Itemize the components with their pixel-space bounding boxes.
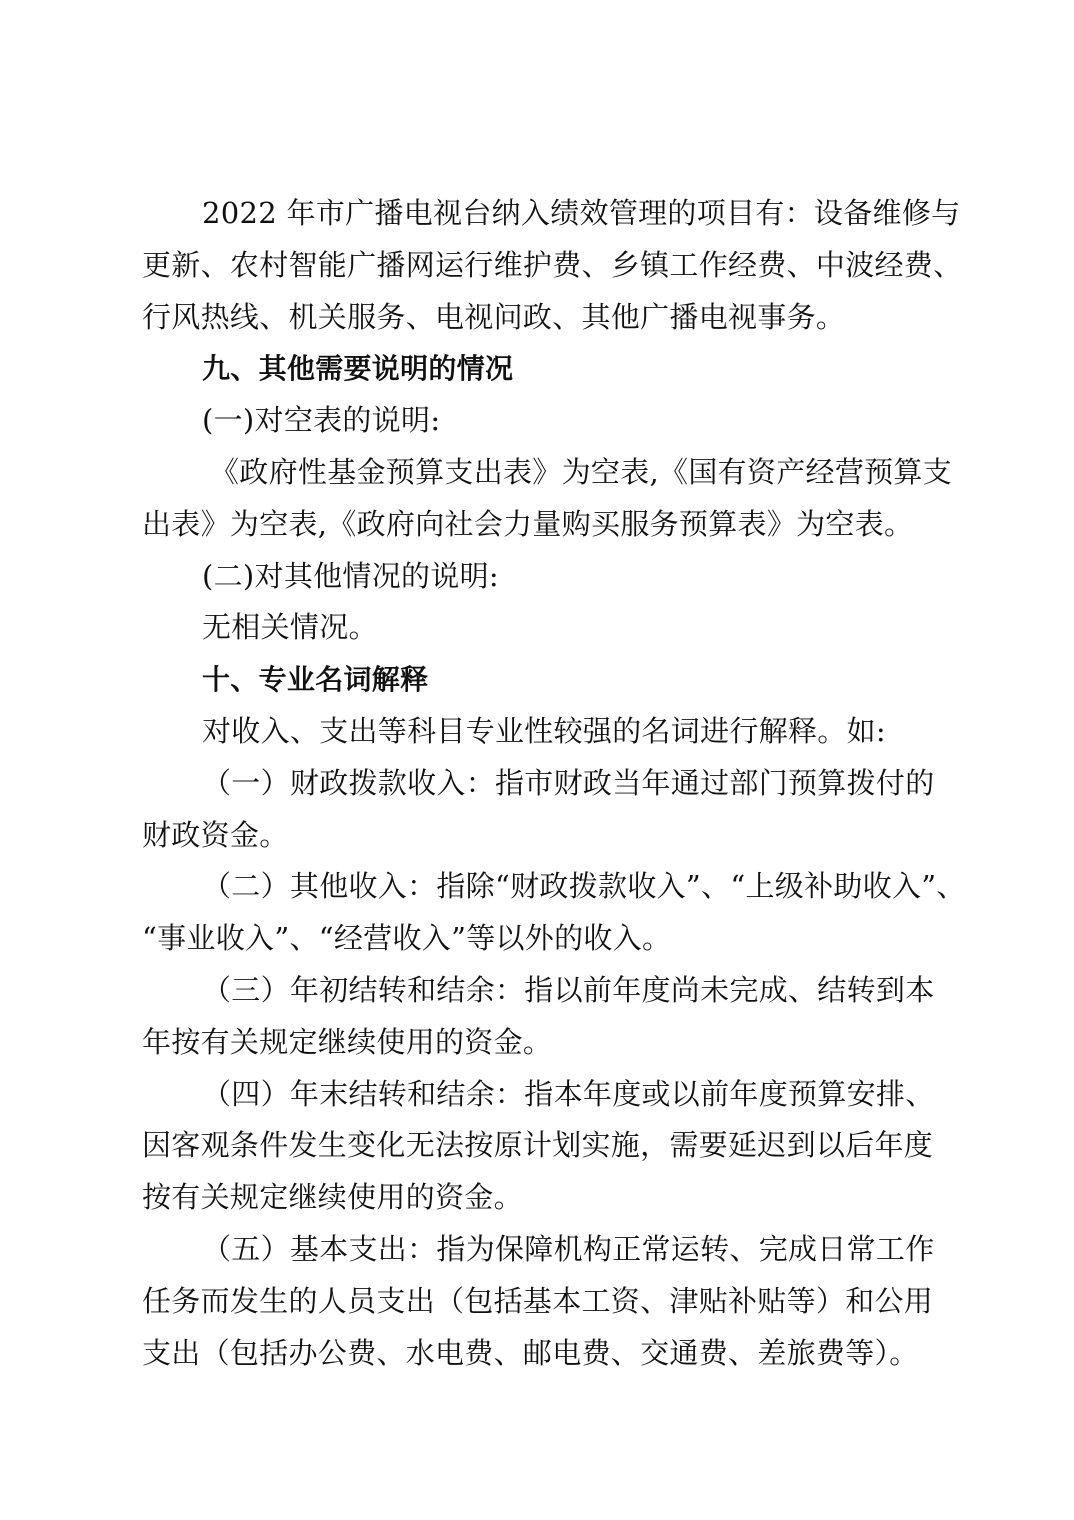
section-heading-9: 九、其他需要说明的情况 <box>202 352 514 386</box>
text-line: “事业收入”、“经营收入”等以外的收入。 <box>142 921 672 956</box>
text-line: 因客观条件发生变化无法按原计划实施，需要延迟到以后年度 <box>142 1128 934 1163</box>
text-line: 《政府性基金预算支出表》为空表,《国有资产经营预算支 <box>210 454 953 489</box>
text-line: 财政资金。 <box>142 817 289 852</box>
text-line: （三）年初结转和结余：指以前年度尚未完成、结转到本 <box>202 972 935 1007</box>
text-line: （二）其他收入：指除“财政拨款收入”、“上级补助收入”、 <box>202 869 966 904</box>
text-line: 年按有关规定继续使用的资金。 <box>142 1024 553 1059</box>
text-line: （一）财政拨款收入：指市财政当年通过部门预算拨付的 <box>202 765 935 800</box>
text-line: 支出（包括办公费、水电费、邮电费、交通费、差旅费等）。 <box>142 1335 919 1370</box>
text-line: 无相关情况。 <box>202 610 378 645</box>
text-line: 出表》为空表,《政府向社会力量购买服务预算表》为空表。 <box>142 506 914 541</box>
text-line: 更新、农村智能广播网运行维护费、乡镇工作经费、中波经费、 <box>142 247 963 282</box>
text-line: （四）年末结转和结余：指本年度或以前年度预算安排、 <box>202 1076 935 1111</box>
text-line: 行风热线、机关服务、电视问政、其他广播电视事务。 <box>142 299 846 334</box>
section-heading-10: 十、专业名词解释 <box>202 663 429 697</box>
text-line: 按有关规定继续使用的资金。 <box>142 1180 523 1215</box>
text-line: (二)对其他情况的说明: <box>202 558 499 593</box>
text-line: 2022 年市广播电视台纳入绩效管理的项目有：设备维修与 <box>202 196 961 230</box>
text-line: 任务而发生的人员支出（包括基本工资、津贴补贴等）和公用 <box>142 1283 934 1318</box>
document-body <box>142 188 966 1379</box>
text-line: 对收入、支出等科目专业性较强的名词进行解释。如: <box>202 713 886 748</box>
text-line: （五）基本支出：指为保障机构正常运转、完成日常工作 <box>202 1231 935 1266</box>
text-line: (一)对空表的说明: <box>202 403 441 438</box>
